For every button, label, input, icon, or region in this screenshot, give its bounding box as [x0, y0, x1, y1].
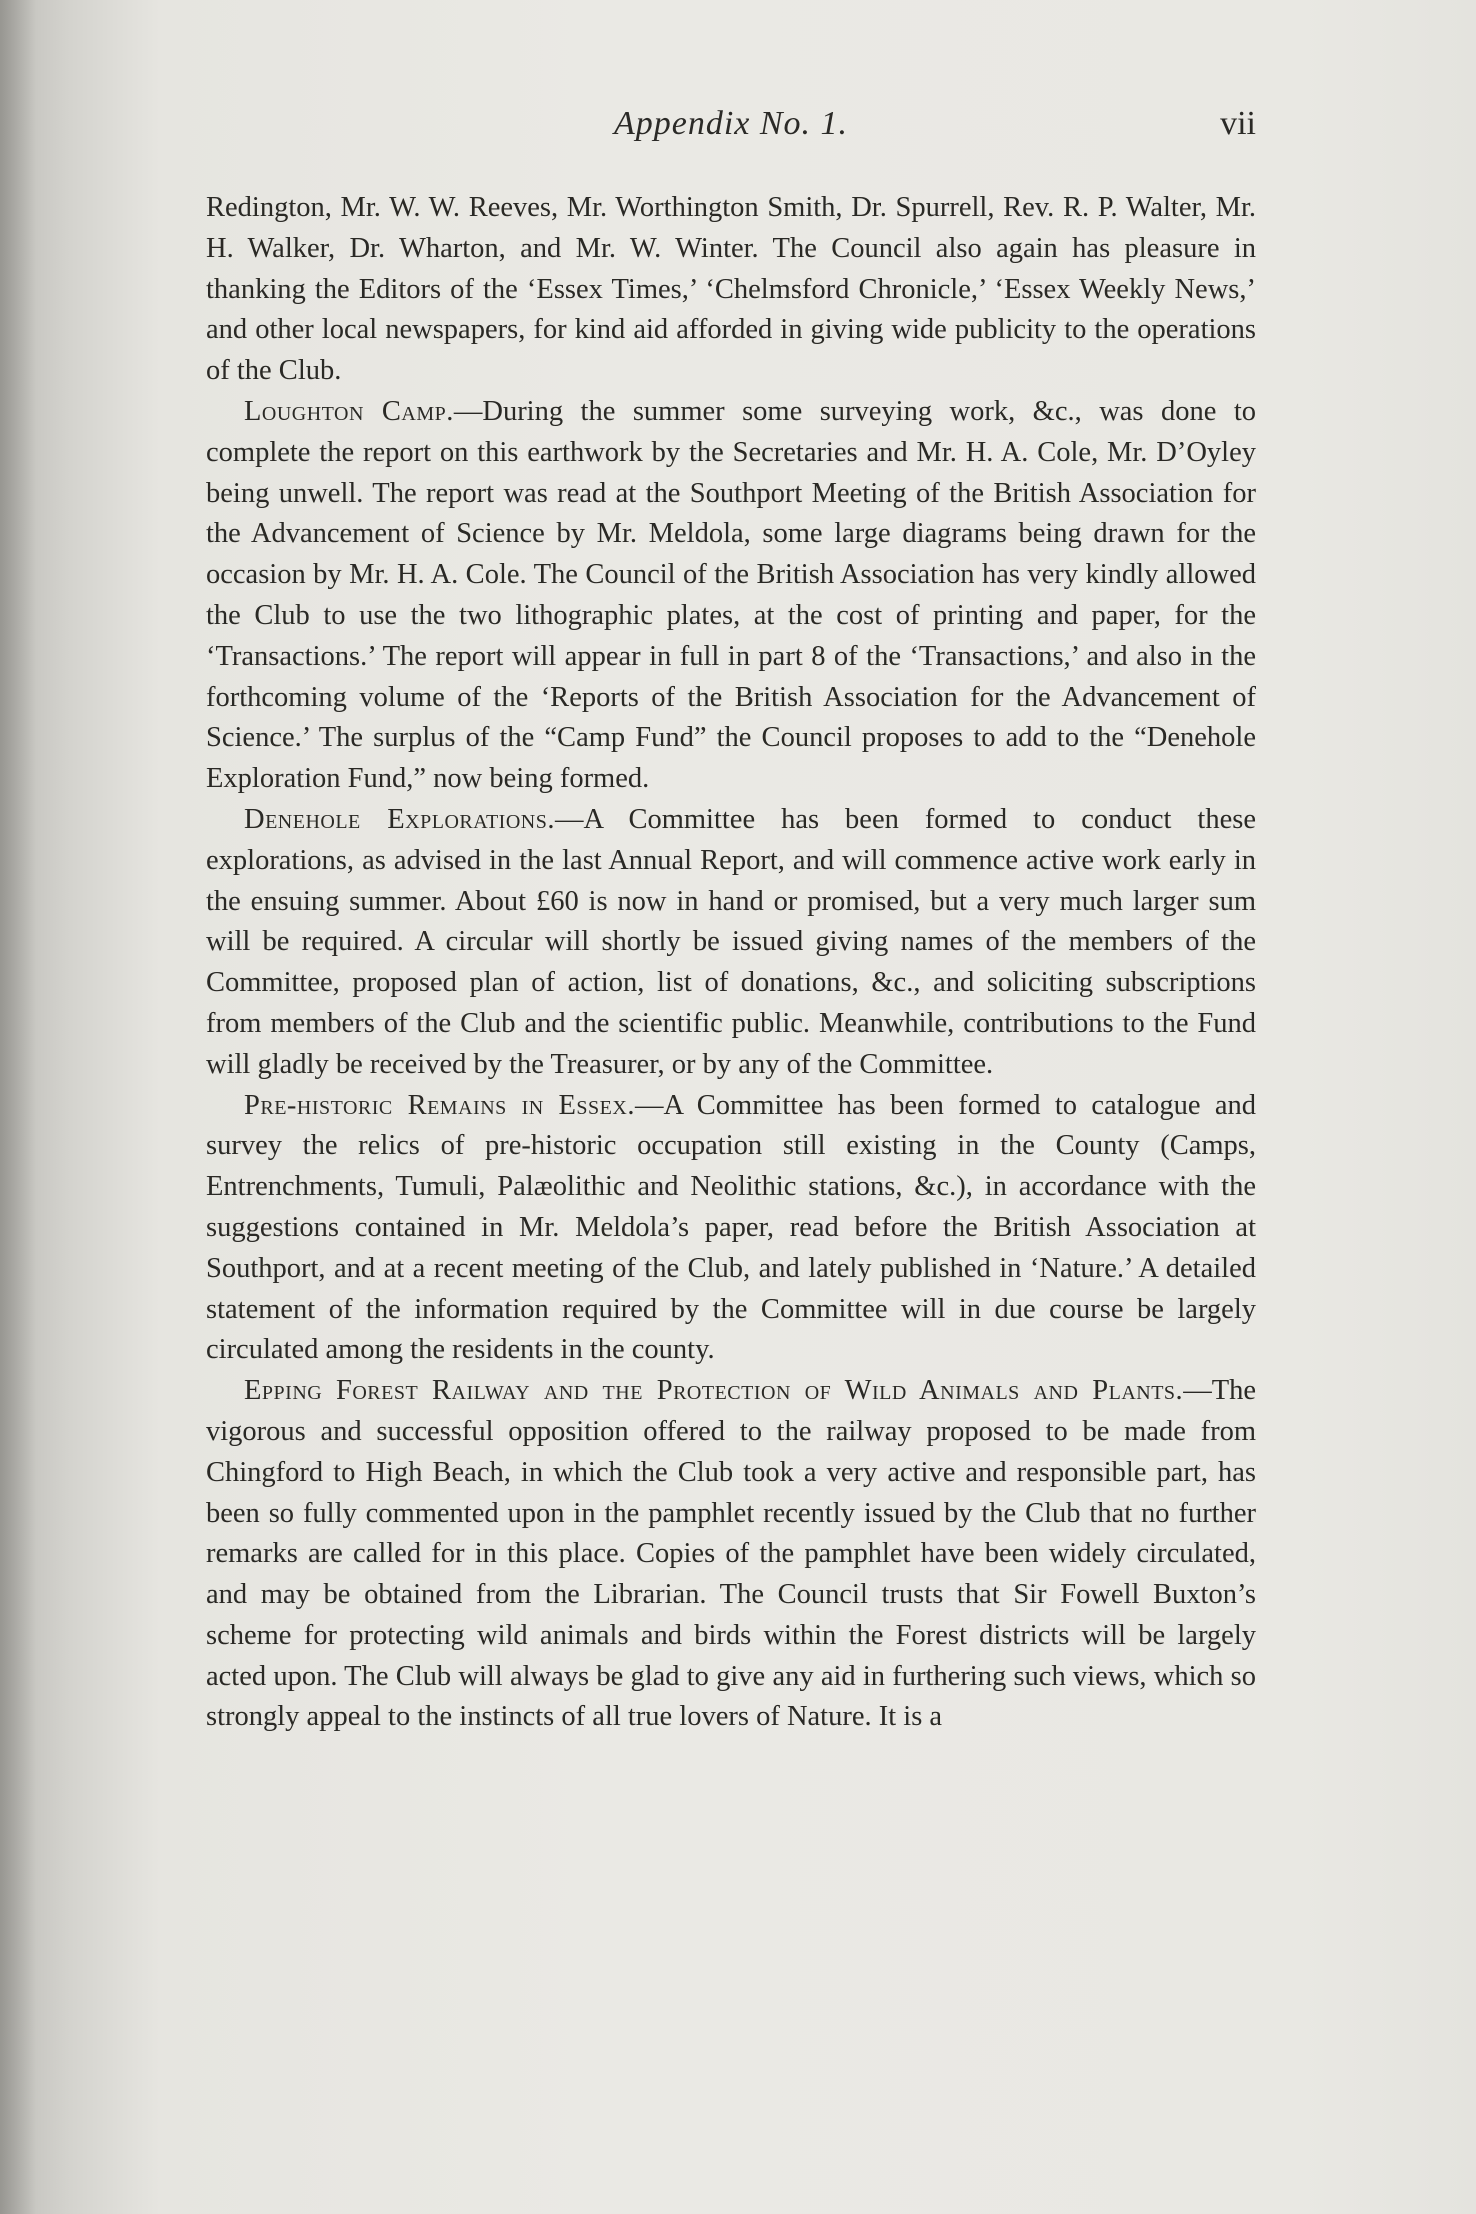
paragraph-prehistoric-remains [206, 1086, 1256, 1372]
paragraph-text: —A Committee has been formed to conduct these explorations, as advised in the last Annual Report, and will commence active work early in the ensuing summer. About £60 is now in hand or promised, but a very much larger sum will be required. A circular will shortly be issued giving names of the members of the Committee, proposed plan of action, list of donations, &c., and soliciting subscriptions from members of the Club and the scientific public. Meanwhile, contributions to the Fund will gladly be received by the Treasurer, or by any of the Committee. [206, 803, 1256, 1080]
page-number: vii [1220, 105, 1256, 142]
running-title: Appendix No. 1. [613, 105, 849, 142]
section-heading: Denehole Explorations. [244, 803, 555, 835]
paragraph-loughton-camp [206, 392, 1256, 800]
paragraph-denehole-explorations [206, 800, 1256, 1086]
paragraph-epping-forest [206, 1371, 1256, 1738]
paragraph-text: —During the summer some surveying work, &c., was done to complete the report on this earthwork by the Secretaries and Mr. H. A. Cole, Mr. D’Oyley being unwell. The report was read at the Southport Meeting of the British Association for the Advancement of Science by Mr. Meldola, some large diagrams being drawn for the occasion by Mr. H. A. Cole. The Council of the British Association has very kindly allowed the Club to use the two lithographic plates, at the cost of printing and paper, for the ‘Transactions.’ The report will appear in full in part 8 of the ‘Transactions,’ and also in the forthcoming volume of the ‘Reports of the British Association for the Advancement of Science.’ The surplus of the “Camp Fund” the Council proposes to add to the “Denehole Exploration Fund,” now being formed. [206, 395, 1256, 795]
paragraph-text: Redington, Mr. W. W. Reeves, Mr. Worthington Smith, Dr. Spurrell, Rev. R. P. Walter, Mr. H. Walker, Dr. Wharton, and Mr. W. Winter. The Council also again has pleasure in thanking the Editors of the ‘Essex Times,’ ‘Chelmsford Chronicle,’ ‘Essex Weekly News,’ and other local newspapers, for kind aid afforded in giving wide publicity to the operations of the Club. [206, 192, 1256, 387]
paragraph-text: —A Committee has been formed to catalogue and survey the relics of pre-historic occupation still existing in the County (Camps, Entrenchments, Tumuli, Palæolithic and Neolithic stations, &c.), in accordance with the suggestions contained in Mr. Meldola’s paper, read before the British Association at Southport, and at a recent meeting of the Club, and lately published in ‘Nature.’ A detailed statement of the information required by the Committee will in due course be largely circulated among the residents in the county. [206, 1089, 1256, 1366]
paragraph-text: —The vigorous and successful opposition offered to the railway proposed to be made from Chingford to High Beach, in which the Club took a very active and responsible part, has been so fully commented upon in the pamphlet recently issued by the Club that no further remarks are called for in this place. Copies of the pamphlet have been widely circulated, and may be obtained from the Librarian. The Council trusts that Sir Fowell Buxton’s scheme for protecting wild animals and birds within the Forest districts will be largely acted upon. The Club will always be glad to give any aid in furthering such views, which so strongly appeal to the instincts of all true lovers of Nature. It is a [206, 1375, 1256, 1733]
section-heading: Loughton Camp. [244, 395, 454, 427]
section-heading: Pre-historic Remains in Essex. [244, 1089, 635, 1121]
body-text [206, 188, 1256, 1738]
section-heading: Epping Forest Railway and the Protection of Wild Animals and Plants. [244, 1375, 1184, 1407]
spine-shadow [0, 0, 36, 2214]
page-header [206, 105, 1256, 153]
paragraph-continuation [206, 188, 1256, 392]
